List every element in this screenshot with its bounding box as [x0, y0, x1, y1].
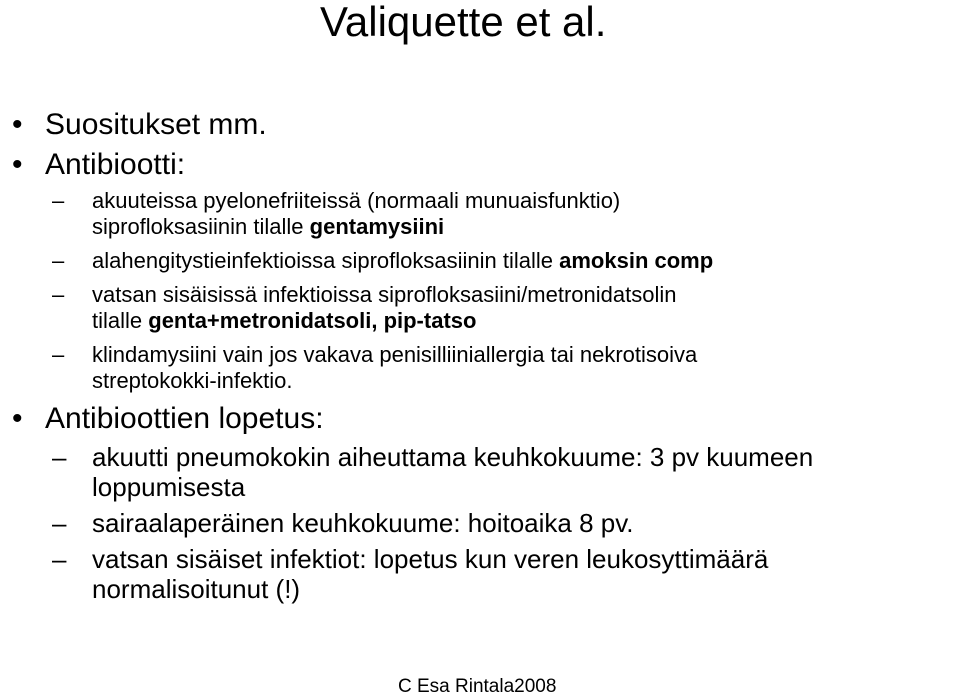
sub-item-sairaalaperainen [0, 508, 960, 538]
bullet-marker: • [12, 402, 23, 435]
dash-marker: – [52, 544, 67, 574]
footer-copyright: C Esa Rintala2008 [398, 676, 557, 697]
dash-marker: – [52, 248, 65, 273]
sub-item-line [92, 368, 952, 394]
bold-text: amoksin comp [559, 248, 714, 273]
dash-marker: – [52, 442, 67, 472]
bullet-suositukset [0, 108, 960, 142]
sub-item-pyelonefriitti [0, 188, 960, 240]
bullet-antibiootti [0, 148, 960, 182]
plain-text: vatsan sisäisissä infektioissa siprofloksasiini/metronidatsolin [92, 282, 677, 307]
plain-text: loppumisesta [92, 472, 246, 502]
plain-text: klindamysiini vain jos vakava penisilliiniallergia tai nekrotisoiva [92, 342, 698, 367]
sub-item-vatsan-infektiot [0, 282, 960, 334]
sub-item-line [92, 342, 952, 368]
sub-item-line [92, 214, 952, 240]
sub-item-alahengitystie [0, 248, 960, 274]
slide-content [0, 108, 960, 610]
dash-marker: – [52, 188, 65, 213]
bullet-text: Suositukset mm. [45, 108, 267, 141]
sub-item-line [92, 442, 952, 472]
plain-text: streptokokki-infektio. [92, 368, 293, 393]
dash-marker: – [52, 342, 65, 367]
bullet-antibioottien-lopetus [0, 402, 960, 436]
sub-item-pneumokokki [0, 442, 960, 502]
sub-item-line [92, 248, 952, 274]
sub-item-line [92, 508, 952, 538]
bullet-marker: • [12, 108, 23, 141]
sub-item-vatsan-lopetus [0, 544, 960, 604]
plain-text: tilalle [92, 308, 149, 333]
bullet-text: Antibiootti: [45, 148, 186, 181]
plain-text: alahengitystieinfektioissa siprofloksasiinin tilalle [92, 248, 560, 273]
plain-text: akuuteissa pyelonefriiteissä (normaali munuaisfunktio) [92, 188, 621, 213]
sub-item-line [92, 544, 952, 574]
plain-text: normalisoitunut (!) [92, 574, 301, 604]
bold-text: genta+metronidatsoli, pip-tatso [148, 308, 477, 333]
slide-title: Valiquette et al. [320, 0, 607, 45]
plain-text: vatsan sisäiset infektiot: lopetus kun veren leukosyttimäärä [92, 544, 769, 574]
plain-text: siprofloksasiinin tilalle [92, 214, 310, 239]
bullet-marker: • [12, 148, 23, 181]
plain-text: akuutti pneumokokin aiheuttama keuhkokuume: 3 pv kuumeen [92, 442, 814, 472]
dash-marker: – [52, 282, 65, 307]
sub-item-line [92, 574, 952, 604]
sub-item-klindamysiini [0, 342, 960, 394]
plain-text: sairaalaperäinen keuhkokuume: hoitoaika 8 pv. [92, 508, 634, 538]
sub-item-line [92, 472, 952, 502]
sub-item-line [92, 188, 952, 214]
sub-item-line [92, 282, 952, 308]
sub-item-line [92, 308, 952, 334]
bullet-text: Antibioottien lopetus: [45, 402, 324, 435]
bold-text: gentamysiini [309, 214, 445, 239]
dash-marker: – [52, 508, 67, 538]
